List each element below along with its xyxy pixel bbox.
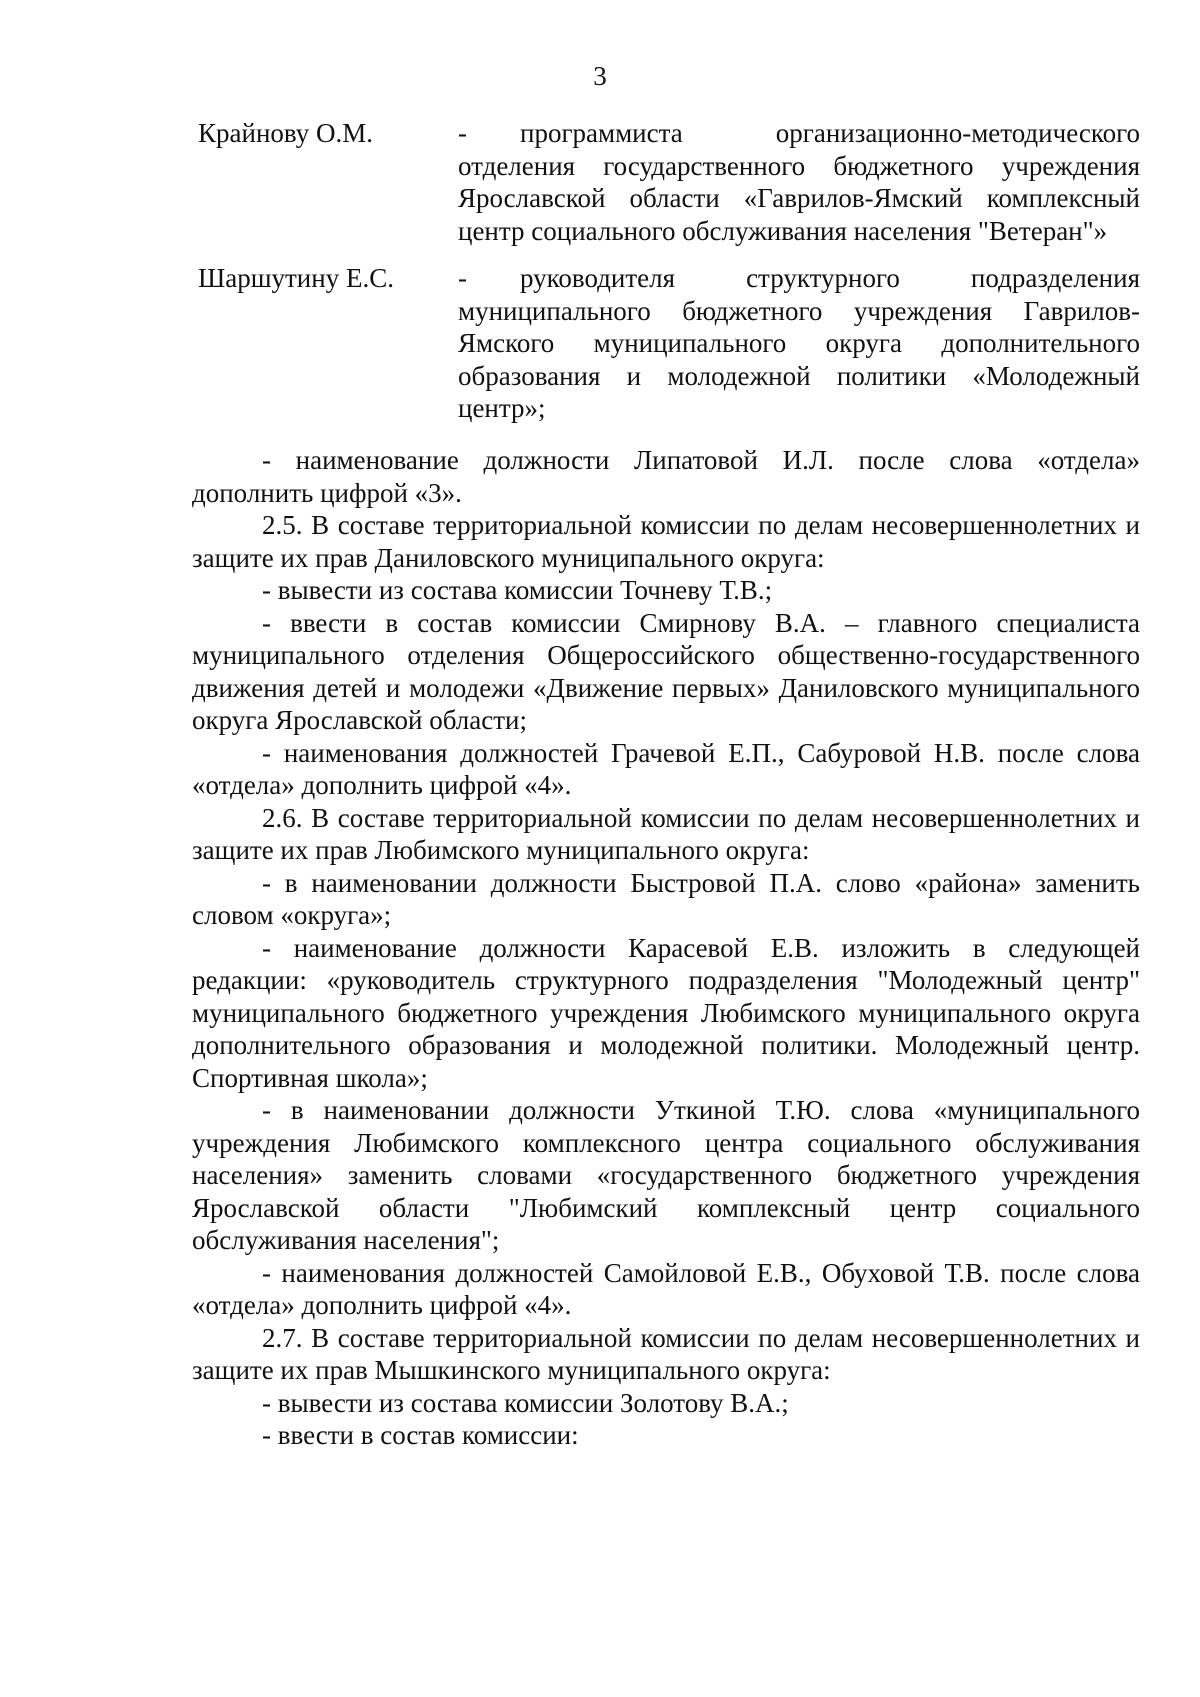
page-number: 3 bbox=[593, 61, 607, 91]
paragraph: 2.5. В составе территориальной комиссии по делам несовершеннолетних и защите их прав Даниловского муниципального округа: bbox=[192, 510, 1140, 573]
paragraph: - вывести из состава комиссии Точневу Т.В.; bbox=[262, 575, 773, 605]
member-description bbox=[458, 262, 1140, 425]
member-name: Крайнову О.М. bbox=[198, 118, 373, 148]
paragraph: - в наименовании должности Быстровой П.А. слово «района» заменить словом «округа»; bbox=[192, 867, 1140, 930]
member-entry bbox=[198, 117, 1140, 247]
member-dash: - bbox=[458, 118, 467, 148]
paragraph: - наименование должности Липатовой И.Л. после слова «отдела» дополнить цифрой «3». bbox=[192, 445, 1140, 508]
member-entry bbox=[198, 262, 1140, 425]
member-description-text: руководителя структурного подразделения муниципального бюджетного учреждения Гаврилов-Ямского муниципального округа дополнительного образования и молодежной политики «Молодежный центр»; bbox=[458, 263, 1140, 423]
paragraph: - наименования должностей Грачевой Е.П., Сабуровой Н.В. после слова «отдела» дополнить цифрой «4». bbox=[192, 737, 1140, 800]
member-name: Шаршутину Е.С. bbox=[198, 263, 394, 293]
paragraph: 2.6. В составе территориальной комиссии по делам несовершеннолетних и защите их прав Любимского муниципального округа: bbox=[192, 802, 1140, 865]
paragraph: - вывести из состава комиссии Золотову В.А.; bbox=[262, 1387, 789, 1418]
paragraph: 2.7. В составе территориальной комиссии по делам несовершеннолетних и защите их прав Мышкинского муниципального округа: bbox=[192, 1322, 1140, 1385]
paragraph: - ввести в состав комиссии Смирнову В.А. – главного специалиста муниципального отделения Общероссийского общественно-государственного движения детей и молодежи «Движение первых» Даниловского муниципального округа Ярославской области; bbox=[192, 607, 1140, 735]
paragraph: - ввести в состав комиссии: bbox=[262, 1420, 579, 1450]
paragraph: - в наименовании должности Уткиной Т.Ю. слова «муниципального учреждения Любимского комплексного центра социального обслуживания населения» заменить словами «государственного бюджетного учреждения Ярославской области "Любимский комплексный центр социального обслуживания населения"; bbox=[192, 1095, 1140, 1255]
document-body bbox=[192, 444, 1140, 1452]
paragraph: - наименования должностей Самойловой Е.В., Обуховой Т.В. после слова «отдела» дополнить цифрой «4». bbox=[192, 1257, 1140, 1320]
member-description bbox=[458, 117, 1140, 247]
member-dash: - bbox=[458, 263, 467, 293]
member-description-text: программиста организационно-методического отделения государственного бюджетного учреждения Ярославской области «Гаврилов-Ямский комплексный центр социального обслуживания населения "Ветеран"» bbox=[458, 118, 1140, 246]
paragraph: - наименование должности Карасевой Е.В. изложить в следующей редакции: «руководитель структурного подразделения "Молодежный центр" муниципального бюджетного учреждения Любимского муниципального округа дополнительного образования и молодежной политики. Молодежный центр. Спортивная школа»; bbox=[192, 932, 1140, 1093]
